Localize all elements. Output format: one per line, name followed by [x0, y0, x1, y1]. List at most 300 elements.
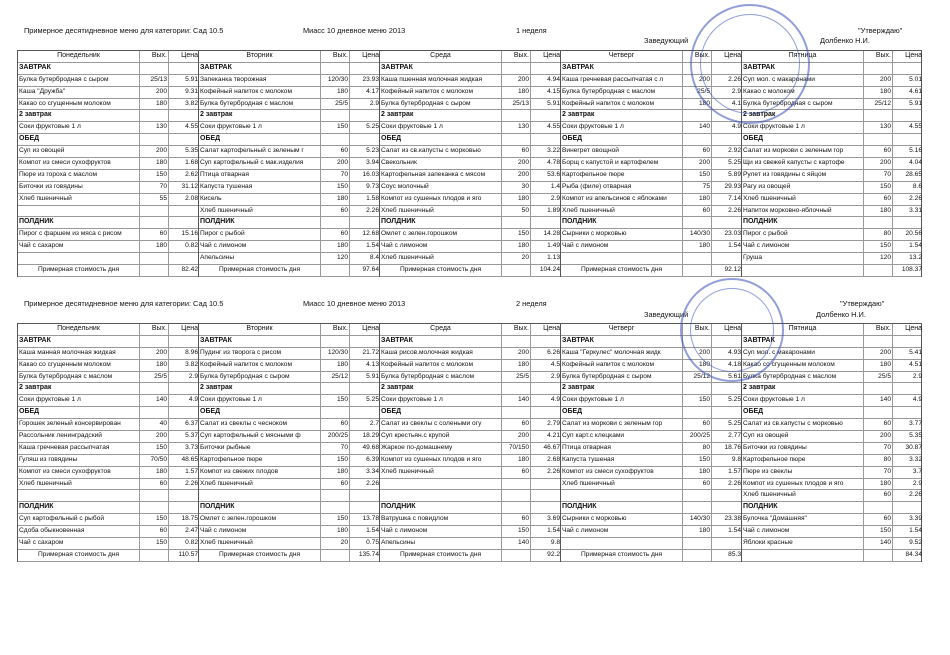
meal-section [380, 63, 560, 75]
dish-output: 60 [501, 467, 530, 478]
dish-output: 150 [139, 443, 168, 454]
dish-price: 5.16 [892, 146, 923, 157]
dish-price: 4.17 [349, 87, 380, 98]
empty-cell [501, 265, 530, 276]
dish-price: 2.26 [168, 479, 199, 490]
dish-price: 3.31 [892, 206, 923, 217]
dish-output: 140/30 [682, 514, 711, 525]
price-header: Цена [711, 51, 742, 62]
day-total-row [380, 550, 560, 562]
dish-name: Чай с лимоном [743, 242, 790, 250]
dish-output: 25/5 [863, 372, 892, 383]
empty-cell [168, 336, 199, 347]
dish-name: Кофейный напиток с молоком [562, 99, 655, 107]
dish-output: 180 [682, 526, 711, 537]
menu-item-row [18, 182, 198, 194]
empty-cell [863, 217, 892, 228]
dish-output: 200 [863, 431, 892, 442]
empty-cell [320, 550, 349, 561]
day-header [199, 323, 379, 336]
menu-item-row [380, 229, 560, 241]
output-header: Вых. [139, 51, 168, 62]
empty-cell [349, 383, 380, 394]
empty-cell [530, 407, 561, 418]
dish-price: 4.9 [892, 395, 923, 406]
dish-output: 75 [682, 182, 711, 193]
meal-section [380, 407, 560, 419]
menu-item-row [18, 419, 198, 431]
total-label: Примерная стоимость дня [399, 550, 482, 558]
section-title: ПОЛДНИК [19, 218, 54, 226]
menu-item-row [380, 348, 560, 360]
empty-cell [501, 407, 530, 418]
meal-section [18, 63, 198, 75]
total-value: 104.24 [530, 265, 561, 276]
empty-cell [168, 63, 199, 74]
dish-output: 50 [501, 206, 530, 217]
empty-cell [682, 110, 711, 121]
menu-item-row [742, 146, 921, 158]
empty-cell [863, 134, 892, 145]
dish-output: 180 [320, 87, 349, 98]
dish-name: Чай с сахаром [19, 539, 64, 547]
menu-item-row [380, 75, 560, 87]
dish-output: 60 [863, 514, 892, 525]
dish-name: Суп мол. с макаронами [743, 75, 815, 83]
menu-item-row [380, 455, 560, 467]
day-column [17, 50, 198, 277]
menu-item-row [380, 182, 560, 194]
dish-price: 1.54 [349, 526, 380, 537]
dish-price: 2.7 [349, 419, 380, 430]
menu-item-row [380, 395, 560, 407]
dish-name: Компот из сушеных плодов и яго [381, 194, 482, 202]
dish-name: Биточки из говядины [743, 443, 807, 451]
menu-item-row [742, 490, 921, 502]
meal-section [561, 383, 741, 395]
dish-price: 2.26 [711, 206, 742, 217]
week1-subtitle: Миасс 10 дневное меню 2013 [303, 26, 406, 35]
dish-output: 80 [863, 229, 892, 240]
dish-price: 3.73 [168, 443, 199, 454]
blank-row [380, 479, 560, 491]
section-title: ОБЕД [19, 135, 40, 143]
dish-price: 2.9 [530, 194, 561, 205]
dish-output: 80 [863, 455, 892, 466]
dish-price: 3.69 [530, 514, 561, 525]
dish-price: 1.54 [711, 526, 742, 537]
menu-item-row [18, 122, 198, 134]
dish-price: 5.25 [711, 158, 742, 169]
empty-cell [530, 383, 561, 394]
dish-price: 4.21 [530, 431, 561, 442]
dish-output: 180 [863, 360, 892, 371]
menu-item-row [380, 443, 560, 455]
empty-cell [711, 217, 742, 228]
menu-item-row [742, 514, 921, 526]
empty-cell [139, 383, 168, 394]
menu-item-row [380, 87, 560, 99]
dish-output: 130 [863, 122, 892, 133]
day-column [17, 323, 198, 562]
dish-name: Капуста тушеная [562, 455, 615, 463]
empty-cell [139, 490, 168, 501]
dish-price: 46.67 [530, 443, 561, 454]
dish-output: 25/5 [501, 372, 530, 383]
dish-name: Напиток морковно-яблочный [743, 206, 832, 214]
day-total-row [199, 265, 379, 277]
empty-cell [380, 490, 501, 501]
dish-price: 5.91 [892, 99, 923, 110]
total-label: Примерная стоимость дня [37, 266, 120, 274]
output-header: Вых. [501, 324, 530, 335]
menu-item-row [380, 372, 560, 384]
dish-price: 2.9 [168, 372, 199, 383]
meal-section [18, 217, 198, 229]
empty-cell [501, 217, 530, 228]
empty-cell [139, 110, 168, 121]
dish-output: 120 [320, 253, 349, 264]
section-title: 2 завтрак [200, 111, 233, 119]
dish-name: Суп из овощей [743, 432, 789, 440]
section-title: ОБЕД [200, 135, 221, 143]
total-label: Примерная стоимость дня [218, 550, 301, 558]
dish-output: 180 [320, 526, 349, 537]
dish-name: Хлеб пшеничный [562, 206, 615, 214]
menu-item-row [380, 360, 560, 372]
dish-name: Какао со сгущенным молоком [743, 360, 835, 368]
empty-cell [168, 134, 199, 145]
dish-name: Чай с лимоном [743, 527, 790, 535]
menu-item-row [742, 479, 921, 491]
dish-name: Винегрет овощной [562, 147, 619, 155]
dish-name: Булка бутербродная с сыром [381, 99, 471, 107]
dish-output: 150 [682, 170, 711, 181]
dish-output: 25/13 [139, 75, 168, 86]
dish-output: 180 [139, 360, 168, 371]
total-label: Примерная стоимость дня [399, 266, 482, 274]
dish-price: 13.2 [892, 253, 923, 264]
dish-name: Суп мол. с макаронами [743, 348, 815, 356]
section-title: 2 завтрак [743, 384, 776, 392]
dish-output: 60 [501, 419, 530, 430]
dish-name: Пирог с фаршем из мяса с рисом [19, 230, 122, 238]
dish-price: 9.8 [530, 538, 561, 549]
menu-item-row [18, 395, 198, 407]
meal-section [742, 217, 921, 229]
dish-output: 200 [501, 431, 530, 442]
meal-section [199, 217, 379, 229]
dish-name: Свекольник [381, 159, 417, 167]
empty-cell [863, 63, 892, 74]
menu-item-row [18, 455, 198, 467]
dish-name: Кофейный напиток с молоком [200, 360, 293, 368]
empty-cell [139, 336, 168, 347]
menu-item-row [18, 526, 198, 538]
empty-cell [863, 336, 892, 347]
section-title: ОБЕД [200, 408, 221, 416]
empty-cell [530, 336, 561, 347]
menu-item-row [18, 87, 198, 99]
dish-price: 1.58 [349, 194, 380, 205]
dish-output: 25/5 [682, 87, 711, 98]
menu-item-row [380, 206, 560, 218]
dish-output: 120 [863, 253, 892, 264]
dish-price: 23.93 [349, 75, 380, 86]
dish-name: Рассольник ленинградский [19, 432, 102, 440]
menu-item-row [742, 182, 921, 194]
dish-price: 2.77 [711, 431, 742, 442]
menu-item-row [380, 170, 560, 182]
menu-item-row [199, 538, 379, 550]
empty-cell [892, 336, 923, 347]
dish-output: 200/25 [682, 431, 711, 442]
empty-cell [139, 206, 168, 217]
empty-cell [530, 502, 561, 513]
section-title: ОБЕД [381, 135, 402, 143]
empty-cell [501, 479, 530, 490]
menu-item-row [18, 241, 198, 253]
dish-output: 70/150 [501, 443, 530, 454]
section-title: ЗАВТРАК [200, 63, 232, 71]
dish-name: Салат из моркови с зеленым гор [743, 147, 844, 155]
menu-item-row [742, 419, 921, 431]
dish-name: Суп картофельный с мясными ф [200, 432, 301, 440]
section-title: 2 завтрак [19, 384, 52, 392]
dish-price: 28.65 [892, 170, 923, 181]
day-name: Среда [430, 52, 451, 59]
dish-name: Чай с лимоном [200, 527, 247, 535]
section-title: ОБЕД [743, 408, 764, 416]
week2-label: 2 неделя [516, 299, 547, 308]
dish-price: 0.82 [168, 241, 199, 252]
menu-item-row [561, 158, 741, 170]
dish-name: Салат из свеклы с чесноком [200, 420, 288, 428]
menu-item-row [199, 87, 379, 99]
dish-name: Булка бутербродная с сыром [743, 99, 833, 107]
menu-item-row [18, 372, 198, 384]
dish-output: 140 [863, 395, 892, 406]
dish-name: Компот из смеси сухофруктов [19, 467, 111, 475]
dish-price: 4.5 [530, 360, 561, 371]
blank-row [561, 253, 741, 265]
dish-price: 3.34 [349, 467, 380, 478]
dish-name: Каша гречневая рассыпчатая с л [562, 75, 664, 83]
dish-price: 2.9 [892, 479, 923, 490]
dish-price: 2.68 [530, 455, 561, 466]
menu-item-row [380, 122, 560, 134]
dish-output: 60 [863, 490, 892, 501]
seal-stamp [680, 278, 784, 382]
menu-item-row [561, 122, 741, 134]
dish-output: 180 [320, 241, 349, 252]
dish-name: Чай с лимоном [381, 242, 428, 250]
empty-cell [561, 490, 682, 501]
meal-section [18, 407, 198, 419]
empty-cell [139, 63, 168, 74]
dish-price: 1.89 [530, 206, 561, 217]
dish-price: 6.39 [349, 455, 380, 466]
dish-price: 2.9 [711, 87, 742, 98]
total-label: Примерная стоимость дня [218, 266, 301, 274]
dish-output: 200 [139, 348, 168, 359]
dish-output: 180 [863, 206, 892, 217]
section-title: ОБЕД [562, 135, 583, 143]
dish-price: 5.35 [892, 431, 923, 442]
section-title: ЗАВТРАК [743, 63, 775, 71]
dish-output: 150 [139, 170, 168, 181]
dish-name: Булка бутербродная с маслом [200, 99, 294, 107]
empty-cell [501, 550, 530, 561]
section-title: ПОЛДНИК [19, 503, 54, 511]
meal-section [380, 383, 560, 395]
empty-cell [530, 134, 561, 145]
dish-price: 8.96 [168, 348, 199, 359]
dish-name: Хлеб пшеничный [200, 206, 253, 214]
dish-name: Хлеб пшеничный [743, 491, 796, 499]
dish-output: 70 [320, 443, 349, 454]
dish-output: 60 [682, 206, 711, 217]
dish-name: Каша гречневая рассыпчатая [19, 443, 110, 451]
blank-row [380, 490, 560, 502]
dish-output: 140 [139, 395, 168, 406]
dish-price: 29.93 [711, 182, 742, 193]
dish-output: 20 [320, 538, 349, 549]
dish-name: Птица отварная [200, 170, 249, 178]
dish-price: 5.01 [892, 75, 923, 86]
dish-output: 150 [320, 455, 349, 466]
menu-item-row [742, 158, 921, 170]
dish-output: 200 [501, 75, 530, 86]
empty-cell [501, 134, 530, 145]
dish-price: 3.94 [349, 158, 380, 169]
dish-output: 150 [682, 455, 711, 466]
menu-item-row [18, 538, 198, 550]
dish-name: Ватрушка с повидлом [381, 515, 449, 523]
dish-price: 4.78 [530, 158, 561, 169]
day-total-row [742, 550, 921, 562]
dish-name: Булка бутербродная с маслом [562, 87, 656, 95]
section-title: ЗАВТРАК [562, 63, 594, 71]
dish-name: Компот из смеси сухофруктов [19, 159, 111, 167]
empty-cell [682, 502, 711, 513]
empty-cell [139, 134, 168, 145]
dish-name: Суп из овощей [19, 147, 65, 155]
dish-price: 23.38 [711, 514, 742, 525]
dish-name: Пудинг из творога с рисом [200, 348, 282, 356]
day-total-row [742, 265, 921, 277]
meal-section [18, 110, 198, 122]
menu-item-row [561, 146, 741, 158]
menu-item-row [18, 170, 198, 182]
output-header: Вых. [863, 51, 892, 62]
price-header: Цена [892, 51, 923, 62]
empty-cell [380, 479, 501, 490]
menu-item-row [380, 194, 560, 206]
dish-name: Компот из сушеных плодов и яго [743, 479, 844, 487]
dish-name: Булка бутербродная с маслом [743, 372, 837, 380]
week2-menu-table [17, 323, 922, 562]
empty-cell [863, 502, 892, 513]
dish-price: 5.41 [892, 348, 923, 359]
dish-price: 5.37 [168, 431, 199, 442]
dish-price: 12.68 [349, 229, 380, 240]
menu-item-row [742, 122, 921, 134]
section-title: 2 завтрак [562, 111, 595, 119]
dish-output: 25/5 [320, 99, 349, 110]
dish-name: Компот из апельсинов с яблоками [562, 194, 667, 202]
empty-cell [168, 206, 199, 217]
empty-cell [863, 110, 892, 121]
day-name: Пятница [788, 52, 817, 59]
dish-output: 60 [682, 419, 711, 430]
day-name: Понедельник [57, 52, 100, 59]
dish-name: Хлеб пшеничный [562, 479, 615, 487]
dish-price: 1.54 [711, 241, 742, 252]
dish-output: 70 [863, 170, 892, 181]
empty-cell [682, 550, 711, 561]
total-value: 108.37 [892, 265, 923, 276]
dish-price: 15.16 [168, 229, 199, 240]
dish-price: 20.56 [892, 229, 923, 240]
day-total-row [561, 550, 741, 562]
dish-name: Кофейный напиток с молоком [381, 360, 474, 368]
menu-item-row [380, 158, 560, 170]
meal-section [18, 502, 198, 514]
menu-item-row [742, 241, 921, 253]
dish-output: 180 [682, 194, 711, 205]
dish-output: 180 [139, 467, 168, 478]
day-header [199, 50, 379, 63]
week2-subtitle: Миасс 10 дневное меню 2013 [303, 299, 406, 308]
total-value: 82.42 [168, 265, 199, 276]
dish-price: 5.25 [349, 395, 380, 406]
output-header: Вых. [139, 324, 168, 335]
dish-name: Пирог с рыбой [200, 230, 245, 238]
dish-price: 4.15 [530, 87, 561, 98]
menu-item-row [199, 253, 379, 265]
price-header: Цена [530, 51, 561, 62]
dish-output: 60 [139, 229, 168, 240]
menu-item-row [742, 443, 921, 455]
total-value: 92.2 [530, 550, 561, 561]
dish-output: 60 [863, 419, 892, 430]
dish-output: 140/30 [682, 229, 711, 240]
meal-section [380, 217, 560, 229]
empty-cell [863, 407, 892, 418]
dish-name: Суп картофельный с рыбой [19, 515, 105, 523]
dish-output: 60 [139, 479, 168, 490]
dish-output: 180 [501, 87, 530, 98]
menu-item-row [380, 146, 560, 158]
dish-output: 140 [501, 395, 530, 406]
dish-name: Хлеб пшеничный [381, 206, 434, 214]
day-name: Вторник [246, 325, 273, 332]
total-value: 85.3 [711, 550, 742, 561]
menu-item-row [742, 194, 921, 206]
menu-item-row [18, 146, 198, 158]
menu-item-row [561, 241, 741, 253]
blank-row [561, 490, 741, 502]
dish-output: 150 [320, 182, 349, 193]
price-header: Цена [349, 324, 380, 335]
section-title: ЗАВТРАК [743, 336, 775, 344]
empty-cell [682, 134, 711, 145]
dish-price: 14.28 [530, 229, 561, 240]
dish-price: 4.61 [892, 87, 923, 98]
dish-output: 70 [320, 170, 349, 181]
dish-name: Компот из смеси сухофруктов [562, 467, 654, 475]
